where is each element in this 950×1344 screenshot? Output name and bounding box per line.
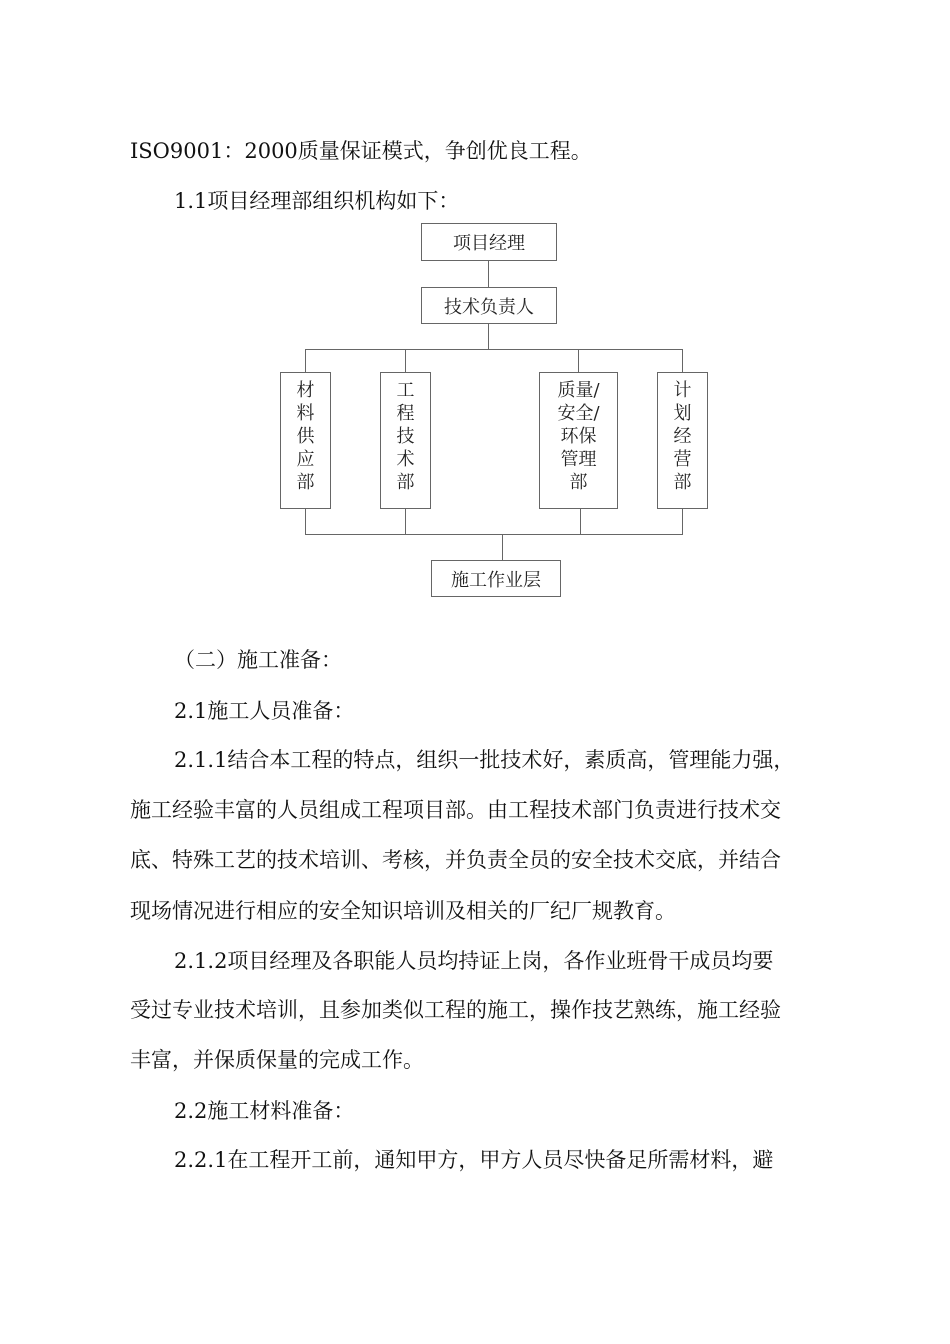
section-heading-2-1: 2.1施工人员准备： bbox=[174, 699, 355, 723]
paragraph-2-2-1-line1: 2.2.1在工程开工前，通知甲方，甲方人员尽快备足所需材料，避 bbox=[174, 1148, 774, 1172]
connector-upper-bar bbox=[305, 349, 683, 350]
section-heading-2-2: 2.2施工材料准备： bbox=[174, 1099, 355, 1123]
connector-rise-2 bbox=[405, 509, 406, 534]
org-box-planning-dept: 计 划 经 营 部 bbox=[657, 372, 708, 509]
paragraph-intro: ISO9001：2000质量保证模式，争创优良工程。 bbox=[130, 139, 592, 163]
org-box-project-manager: 项目经理 bbox=[421, 223, 557, 261]
paragraph-2-1-2-line2: 受过专业技术培训，且参加类似工程的施工，操作技艺熟练，施工经验 bbox=[130, 998, 781, 1022]
connector-drop-4 bbox=[682, 349, 683, 372]
paragraph-2-1-2-line3: 丰富，并保质保量的完成工作。 bbox=[130, 1048, 424, 1072]
connector-bottom bbox=[502, 534, 503, 560]
org-box-technical-lead: 技术负责人 bbox=[421, 287, 557, 324]
connector-rise-3 bbox=[580, 509, 581, 534]
connector-drop-1 bbox=[305, 349, 306, 372]
connector-drop-3 bbox=[578, 349, 579, 372]
connector-second bbox=[488, 324, 489, 349]
connector-lower-bar bbox=[305, 534, 683, 535]
paragraph-2-1-1-line1: 2.1.1结合本工程的特点，组织一批技术好，素质高，管理能力强， bbox=[174, 748, 795, 772]
section-heading-1-1: 1.1项目经理部组织机构如下： bbox=[174, 189, 460, 213]
connector-rise-4 bbox=[682, 509, 683, 534]
org-chart bbox=[0, 0, 950, 620]
org-box-materials-dept: 材 料 供 应 部 bbox=[280, 372, 331, 509]
paragraph-2-1-1-line2: 施工经验丰富的人员组成工程项目部。由工程技术部门负责进行技术交 bbox=[130, 798, 781, 822]
connector-rise-1 bbox=[305, 509, 306, 534]
paragraph-2-1-1-line4: 现场情况进行相应的安全知识培训及相关的厂纪厂规教育。 bbox=[130, 899, 676, 923]
section-heading-2: （二）施工准备： bbox=[174, 648, 342, 672]
connector-drop-2 bbox=[405, 349, 406, 372]
org-box-work-layer: 施工作业层 bbox=[431, 560, 561, 597]
org-box-quality-safety-dept: 质量/ 安全/ 环保 管理 部 bbox=[539, 372, 618, 509]
paragraph-2-1-2-line1: 2.1.2项目经理及各职能人员均持证上岗，各作业班骨干成员均要 bbox=[174, 949, 774, 973]
paragraph-2-1-1-line3: 底、特殊工艺的技术培训、考核，并负责全员的安全技术交底，并结合 bbox=[130, 848, 781, 872]
org-box-engineering-dept: 工 程 技 术 部 bbox=[380, 372, 431, 509]
connector-top bbox=[488, 261, 489, 287]
